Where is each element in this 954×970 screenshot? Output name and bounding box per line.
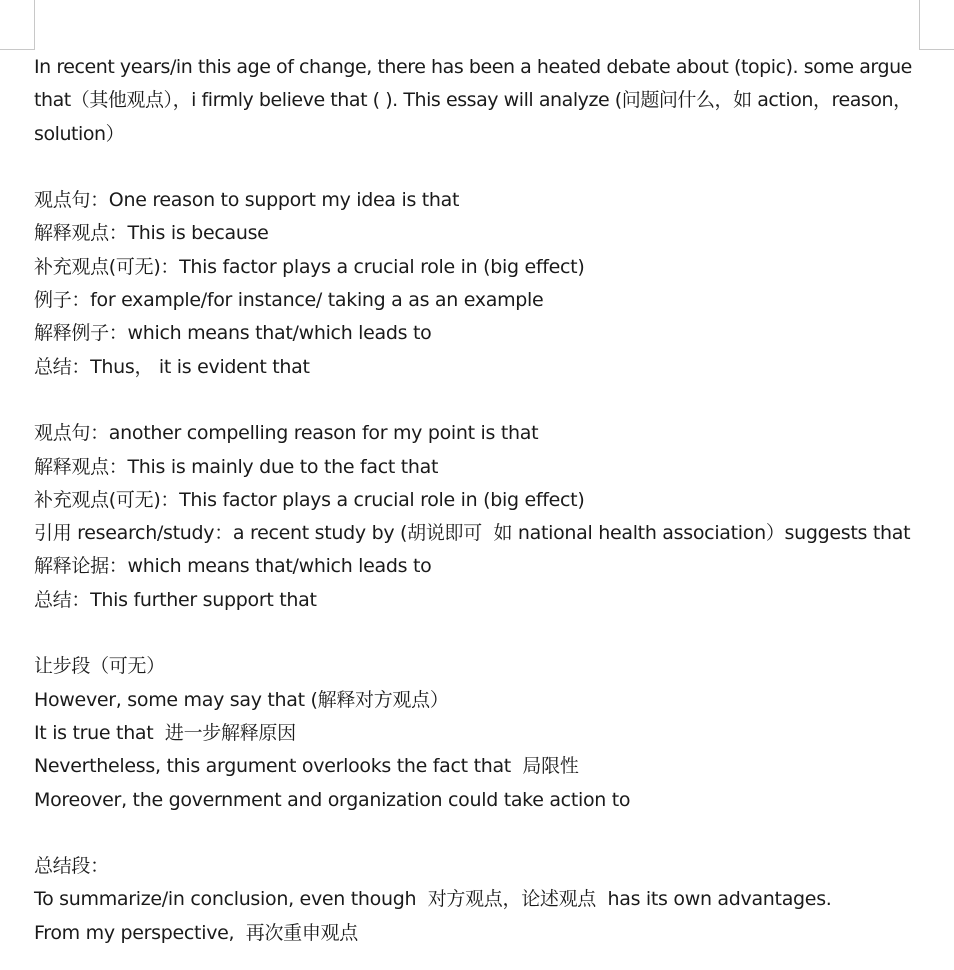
text-line: 解释论据：which means that/which leads to xyxy=(34,555,432,578)
body-paragraph-2 xyxy=(34,417,950,617)
text-line: 总结：This further support that xyxy=(34,588,317,611)
text-line: 观点句：One reason to support my idea is that xyxy=(34,189,460,212)
text-line: 总结：Thus， it is evident that xyxy=(34,355,310,378)
text-line: 解释观点：This is because xyxy=(34,222,269,245)
text-line: 补充观点(可无)：This factor plays a crucial role in (big effect) xyxy=(34,255,585,278)
text-line: solution） xyxy=(34,122,125,145)
text-line: 补充观点(可无)：This factor plays a crucial role in (big effect) xyxy=(34,488,585,511)
page-margin-corner-left xyxy=(0,0,35,50)
blank-line xyxy=(34,384,950,417)
blank-line xyxy=(34,617,950,650)
text-line: In recent years/in this age of change, there has been a heated debate about (topic). some argue xyxy=(34,56,912,78)
blank-line xyxy=(34,817,950,850)
document-body[interactable] xyxy=(34,51,950,950)
text-line: 解释观点：This is mainly due to the fact that xyxy=(34,455,439,478)
text-line: 解释例子：which means that/which leads to xyxy=(34,322,432,345)
text-line: 观点句：another compelling reason for my point is that xyxy=(34,422,539,445)
page-margin-corner-right xyxy=(919,0,954,50)
text-line: that（其他观点），i firmly believe that ( ). This essay will analyze (问题问什么，如 action，reason， xyxy=(34,89,912,112)
body-paragraph-1 xyxy=(34,184,950,384)
conclusion-paragraph xyxy=(34,850,950,950)
text-line: However, some may say that (解释对方观点） xyxy=(34,688,449,711)
intro-paragraph xyxy=(34,51,950,151)
text-line: Nevertheless, this argument overlooks the fact that 局限性 xyxy=(34,755,579,778)
text-line: Moreover, the government and organization could take action to xyxy=(34,788,631,811)
text-line: To summarize/in conclusion, even though 对方观点，论述观点 has its own advantages. xyxy=(34,888,832,911)
text-line: 引用 research/study：a recent study by (胡说即可 如 national health association）suggests that xyxy=(34,522,911,545)
concession-paragraph xyxy=(34,650,950,816)
section-heading: 让步段（可无） xyxy=(34,655,165,678)
text-line: From my perspective, 再次重申观点 xyxy=(34,921,358,944)
section-heading: 总结段： xyxy=(34,855,109,878)
blank-line xyxy=(34,151,950,184)
text-line: 例子：for example/for instance/ taking a as an example xyxy=(34,289,544,312)
text-line: It is true that 进一步解释原因 xyxy=(34,721,296,744)
